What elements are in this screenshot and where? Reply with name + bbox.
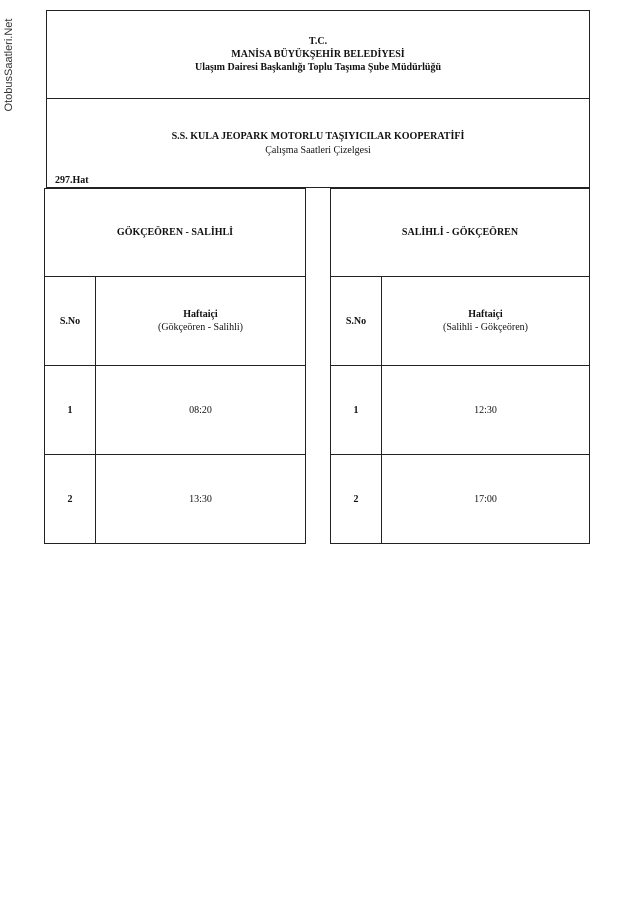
col-header-weekday — [382, 277, 589, 365]
route-table-gokceoren-salihli — [44, 188, 306, 544]
watermark — [3, 10, 15, 120]
row-number: 2 — [45, 455, 96, 544]
table-row — [331, 455, 589, 544]
row-time: 13:30 — [189, 494, 212, 505]
table-row — [45, 366, 305, 455]
col-header-weekday — [96, 277, 305, 365]
header-authority — [47, 11, 589, 99]
row-number: 1 — [45, 366, 96, 454]
col-header-direction: (Salihli - Gökçeören) — [443, 322, 528, 333]
col-header-day: Haftaiçi — [468, 309, 503, 320]
route-table-salihli-gokceoren — [330, 188, 590, 544]
route-title: SALİHLİ - GÖKÇEÖREN — [331, 189, 589, 277]
table-row — [331, 366, 589, 455]
col-header-sno: S.No — [45, 277, 96, 365]
header-line-tc: T.C. — [308, 36, 328, 47]
header-operator — [47, 99, 589, 188]
header-line-municipality: MANİSA BÜYÜKŞEHİR BELEDİYESİ — [231, 49, 405, 60]
table-row — [45, 455, 305, 544]
header-line-cooperative: S.S. KULA JEOPARK MOTORLU TAŞIYICILAR KOOPERATİFİ — [171, 131, 465, 142]
col-header-direction: (Gökçeören - Salihli) — [158, 322, 243, 333]
row-time: 12:30 — [474, 404, 497, 416]
header-line-department: Ulaşım Dairesi Başkanlığı Toplu Taşıma Şube Müdürlüğü — [194, 62, 441, 73]
line-number: 297.Hat — [55, 175, 89, 186]
row-number: 1 — [331, 366, 382, 454]
row-number: 2 — [331, 455, 382, 544]
table-header-row — [45, 277, 305, 366]
row-time: 08:20 — [189, 404, 212, 416]
col-header-sno: S.No — [331, 277, 382, 365]
watermark-text: OtobusSaatleri.Net — [3, 18, 15, 112]
row-time: 17:00 — [474, 494, 497, 505]
col-header-day: Haftaiçi — [183, 309, 218, 320]
route-title: GÖKÇEÖREN - SALİHLİ — [45, 189, 305, 277]
table-header-row — [331, 277, 589, 366]
document-header — [46, 10, 590, 188]
header-line-schedule-title: Çalışma Saatleri Çizelgesi — [265, 145, 371, 156]
